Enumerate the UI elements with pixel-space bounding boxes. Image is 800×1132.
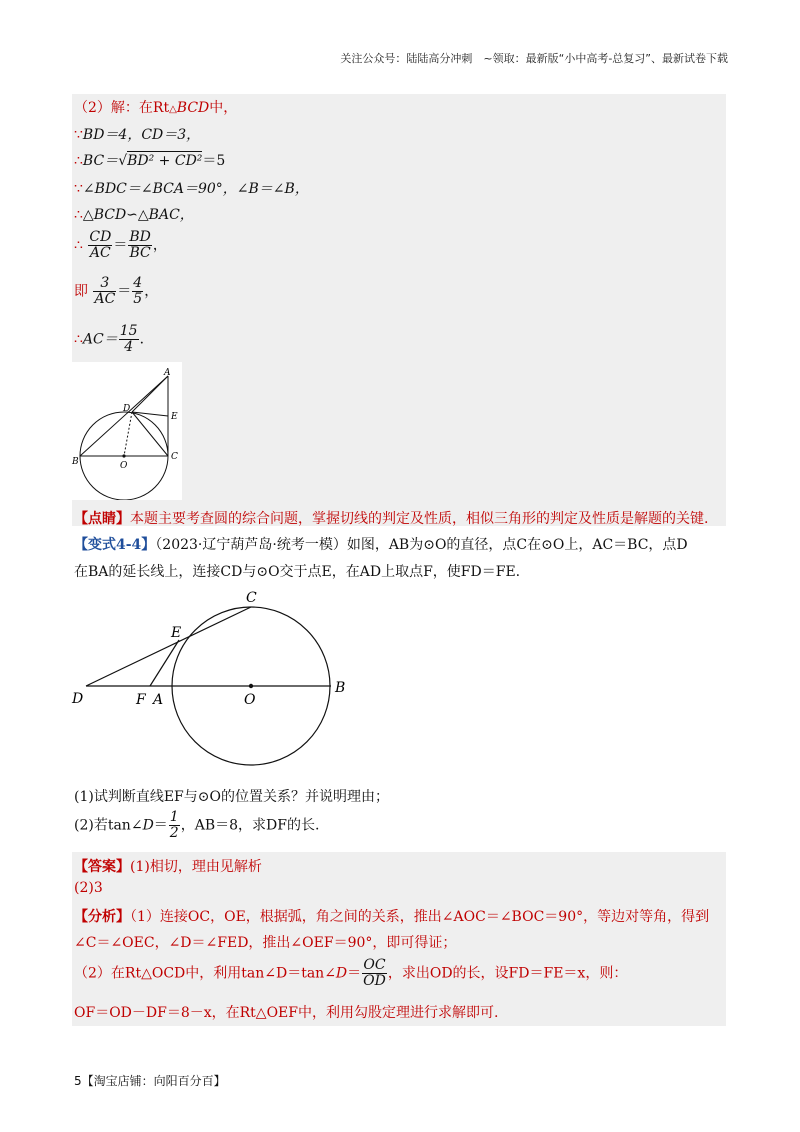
figure-circle-secant [70,584,360,784]
dianjing-line: 【点睛】本题主要考查圆的综合问题，掌握切线的判定及性质，相似三角形的判定及性质是解题的关键. [74,511,709,527]
analysis-line-1: 【分析】（1）连接OC，OE，根据弧，角之间的关系，推出∠AOC＝∠BOC＝90°，等边对等角，得到 [74,909,710,925]
fraction-15-4: $\frac{15}{4}$ [119,323,138,355]
fraction-oc-od: $\frac{OC}{OD}$ [363,957,386,989]
fig2-label-b: B [335,680,346,696]
solution-line-2: ∵BD＝4，CD＝3， [74,127,201,143]
fraction-4-5: $\frac{4}{5}$ [133,275,143,307]
fig2-label-c: C [246,590,257,606]
fig2-label-f: F [136,692,146,708]
figure-circle-tangent-small [70,362,182,500]
solution-line-1: （2）解：在Rt△BCD中， [74,100,238,116]
page-footer [74,1072,226,1089]
fig1-label-o: O [120,461,128,471]
analysis-line-4: OF＝OD－DF＝8－x，在Rt△OEF中，利用勾股定理进行求解即可. [74,1005,499,1021]
variant-line-1: 【变式4-4】（2023·辽宁葫芦岛·统考一模）如图，AB为⊙O的直径，点C在⊙O上，AC＝BC，点D [74,537,688,553]
fig1-label-c: C [171,452,178,462]
fig2-label-a: A [153,692,164,708]
fig1-label-b: B [72,457,79,467]
page-number: 5 [74,1074,82,1088]
fraction-bd-bc: $\frac{BD}{BC}$ [129,229,151,261]
fig1-label-a: A [164,368,171,378]
fig1-label-d: D [123,404,131,414]
fig2-label-d: D [72,691,84,707]
fraction-cd-ac: $\frac{CD}{AC}$ [89,229,112,261]
answer-line-1: 【答案】(1)相切，理由见解析 [74,859,262,875]
solution-line-8: ∴AC＝ $\frac{15}{4}$ ． [74,323,154,355]
fig2-label-e: E [171,625,182,641]
fig1-label-e: E [171,412,178,422]
analysis-line-2: ∠C＝∠OEC，∠D＝∠FED，推出∠OEF＝90°，即可得证； [74,935,457,951]
variant-line-2: 在BA的延长线上，连接CD与⊙O交于点E，在AD上取点F，使FD＝FE. [74,564,521,580]
question-2: (2)若tan∠D＝ $\frac{1}{2}$ ，AB＝8，求DF的长. [74,809,320,841]
fraction-1-2: $\frac{1}{2}$ [169,809,179,841]
fraction-3-ac: $\frac{3}{AC}$ [94,275,116,307]
shop-name: 【淘宝店铺：向阳百分百】 [81,1074,226,1088]
page-header: 关注公众号：陆陆高分冲刺 ~领取：最新版“小中高考-总复习”、最新试卷下载 [340,52,728,65]
analysis-line-3: （2）在Rt△OCD中，利用tan∠D＝tan∠D＝ $\frac{OC}{OD}$ ，求出OD的长，设FD＝FE＝x，则： [74,957,628,989]
solution-line-6: ∴ $\frac{CD}{AC}$ ＝ $\frac{BD}{BC}$ ， [74,229,167,261]
fig2-label-o: O [244,692,256,708]
solution-line-4: ∵∠BDC＝∠BCA＝90°，∠B＝∠B， [74,181,309,197]
solution-line-5: ∴△BCD∽△BAC， [74,207,194,223]
solution-line-7: 即 $\frac{3}{AC}$ ＝ $\frac{4}{5}$ ， [74,275,159,307]
solution-line-3: ∴BC＝√BD² + CD²＝5 [74,153,226,169]
answer-line-2: (2)3 [74,880,103,896]
question-1: (1)试判断直线EF与⊙O的位置关系？并说明理由； [74,789,389,805]
